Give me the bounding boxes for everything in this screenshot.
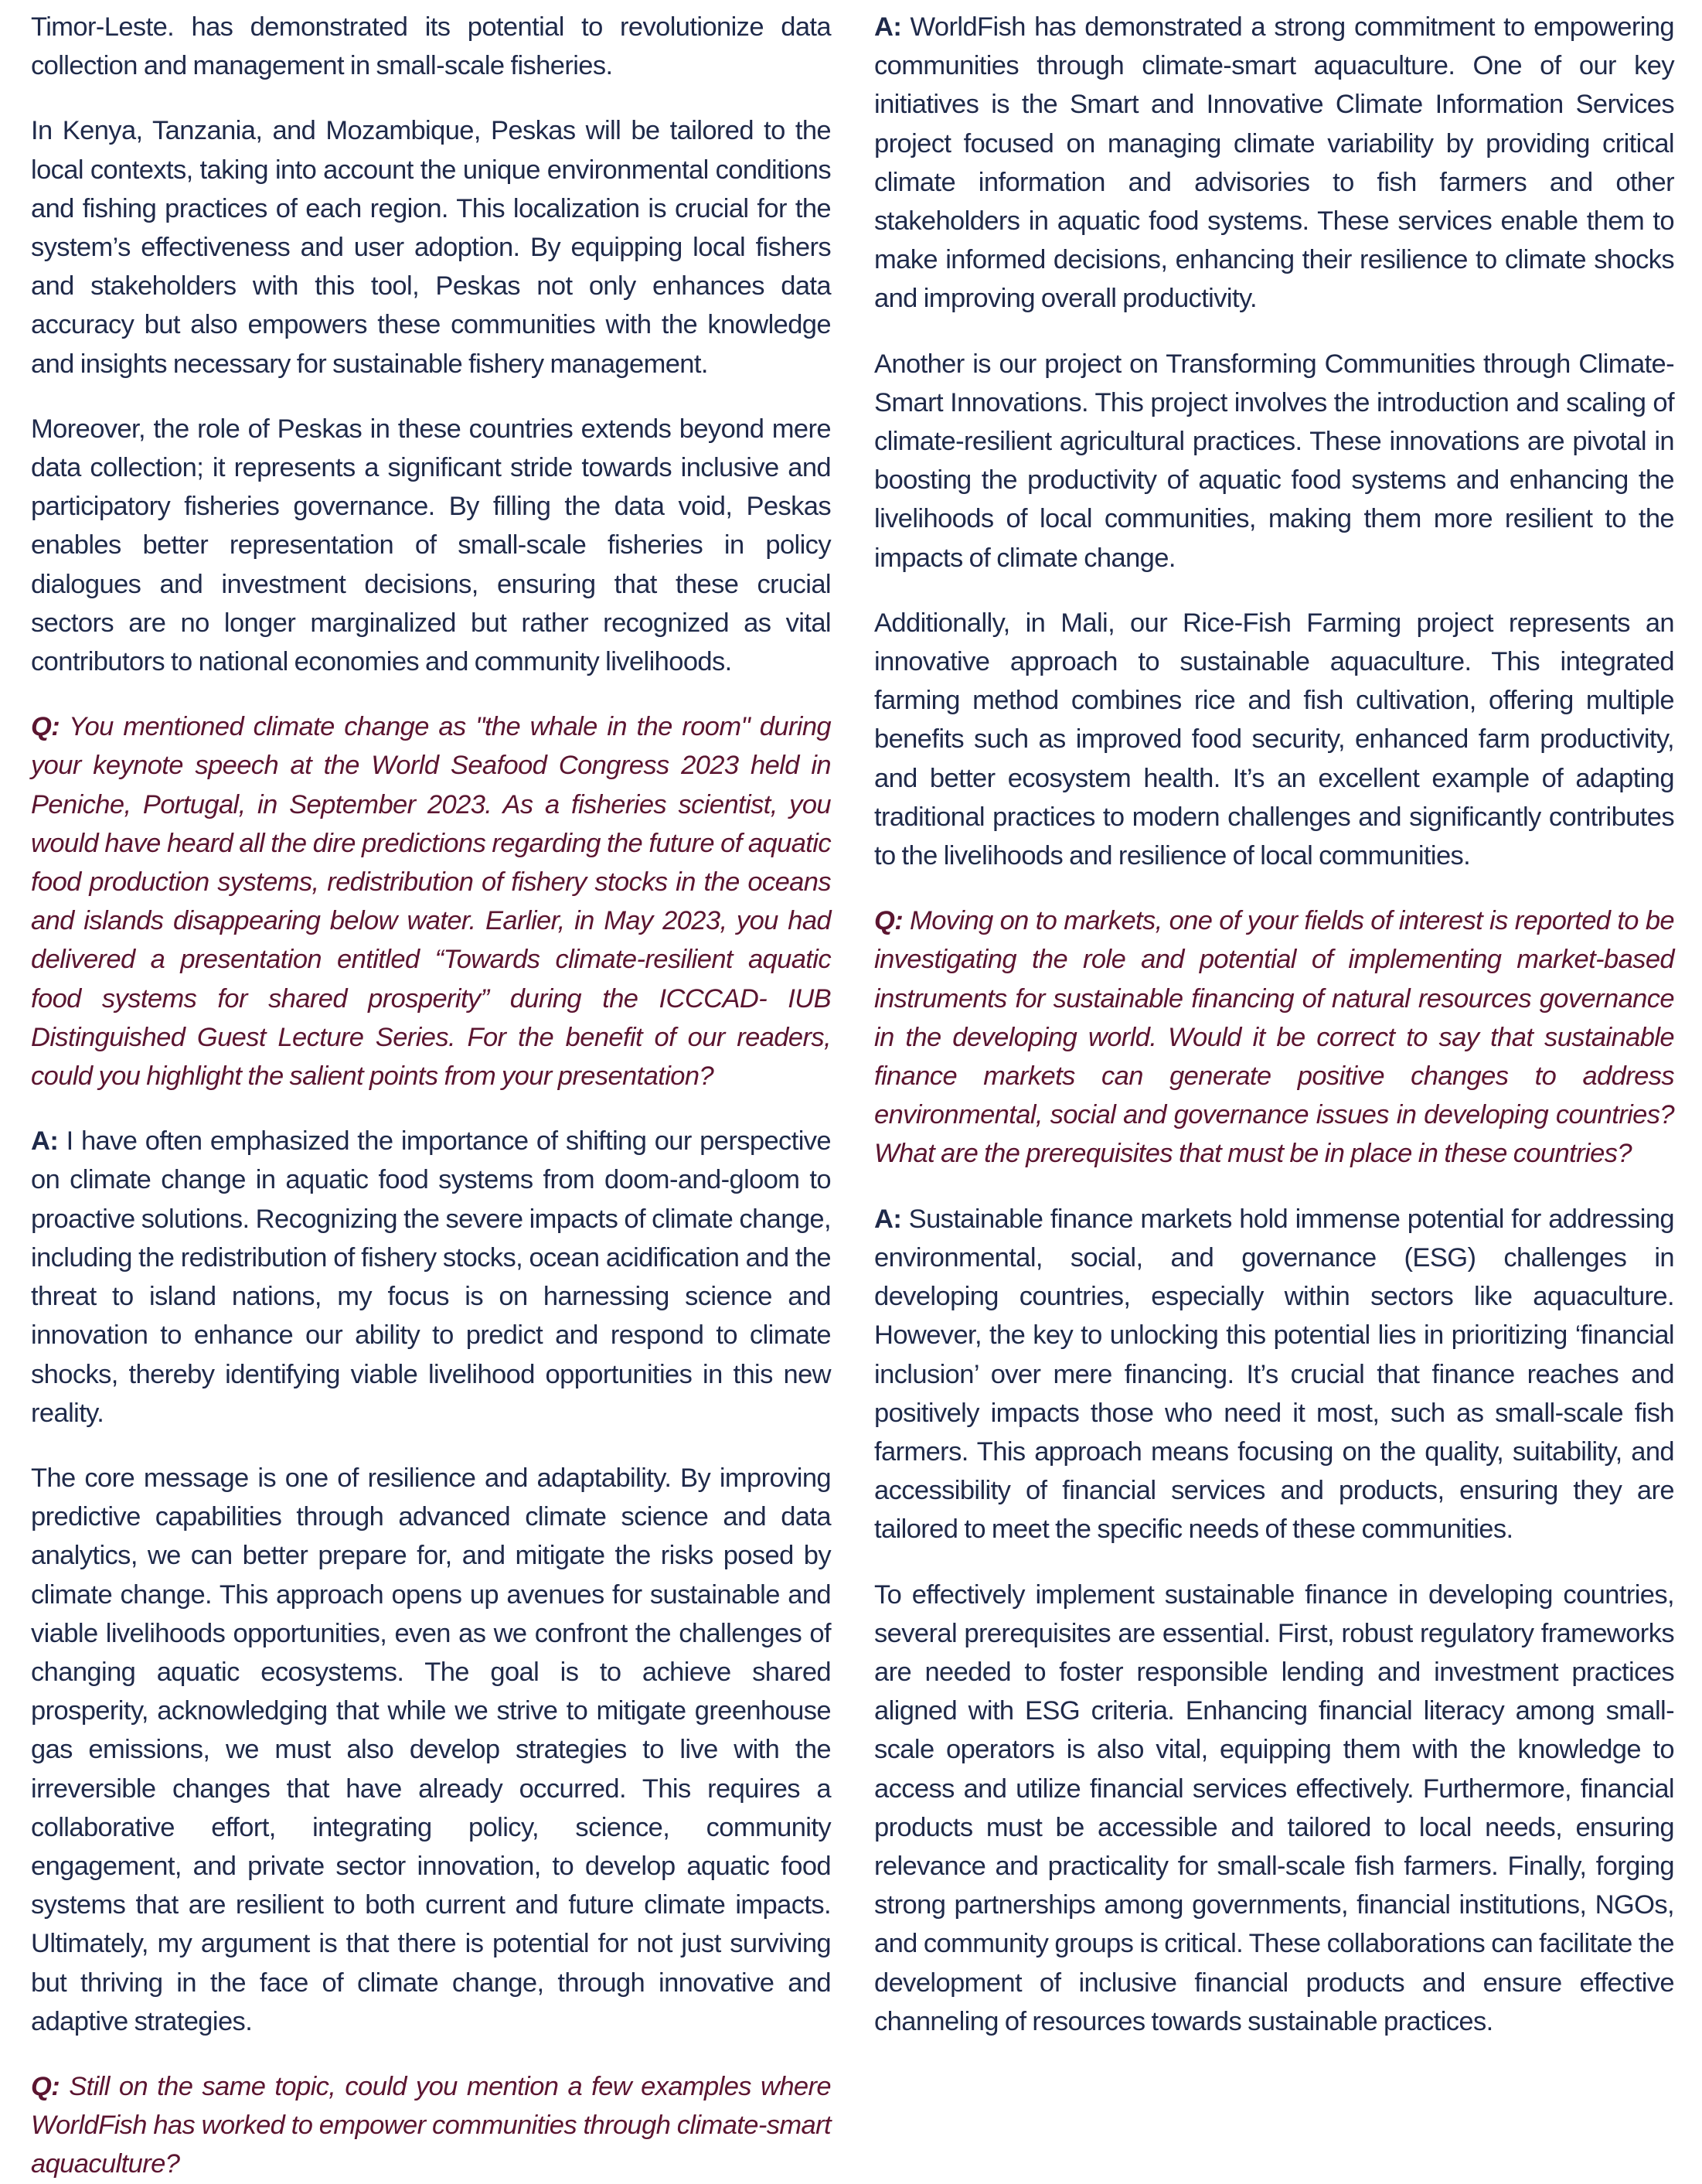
question-text: Moving on to markets, one of your fields of interest is reported to be investigating the role and potential of implementing market-based instruments for sustainable financing of natural resources governance in the developing world. Would it be correct to say that sustainable finance markets can generate positive changes to address environmental, social and governance issues in developing countries? What are the prerequisites that must be in place in these countries? bbox=[874, 906, 1674, 1169]
paragraph-resilience: The core message is one of resilience and adaptability. By improving predictive capabilities through advanced climate science and data analytics, we can better prepare for, and mitigate the risks posed by climate change. This approach opens up avenues for sustainable and viable livelihoods opportunities, even as we confront the challenges of changing aquatic ecosystems. The goal is to achieve shared prosperity, acknowledging that while we strive to mitigate greenhouse gas emissions, we must also develop strategies to live with the irreversible changes that have already occurred. This requires a collaborative effort, integrating policy, science, community engagement, and private sector innovation, to develop aquatic food systems that are resilient to both current and future climate impacts. Ultimately, my argument is that there is potential for not just surviving but thriving in the face of climate change, through innovative and adaptive strategies. bbox=[31, 1463, 831, 2036]
paragraph-timor-leste: Timor-Leste. has demonstrated its potential to revolutionize data collection and management in small-scale fisheries. bbox=[31, 12, 831, 81]
left-column bbox=[31, 8, 831, 2179]
paragraph-rice-fish-farming: Additionally, in Mali, our Rice-Fish Farming project represents an innovative approach to sustainable aquaculture. This integrated farming method combines rice and fish cultivation, offering multiple benefits such as improved food security, enhanced farm productivity, and better ecosystem health. It’s an excellent example of adapting traditional practices to modern challenges and significantly contributes to the livelihoods and resilience of local communities. bbox=[874, 608, 1674, 871]
paragraph-peskas-governance: Moreover, the role of Peskas in these countries extends beyond mere data collection; it represents a significant stride towards inclusive and participatory fisheries governance. By filling the data void, Peskas enables better representation of small-scale fisheries in policy dialogues and investment decisions, ensuring that these crucial sectors are no longer marginalized but rather recognized as vital contributors to national economies and community livelihoods. bbox=[31, 414, 831, 677]
right-column bbox=[874, 8, 1674, 2078]
question-text: You mentioned climate change as "the whale in the room" during your keynote speech at the World Seafood Congress 2023 held in Peniche, Portugal, in September 2023. As a fisheries scientist, you would have heard all the dire predictions regarding the future of aquatic food production systems, redistribution of fishery stocks in the oceans and islands disappearing below water. Earlier, in May 2023, you had delivered a presentation entitled “Towards climate-resilient aquatic food systems for shared prosperity” during the ICCCAD- IUB Distinguished Guest Lecture Series. For the benefit of our readers, could you highlight the salient points from your presentation? bbox=[31, 712, 831, 1092]
answer-climate-change bbox=[31, 1122, 831, 1433]
answer-text: WorldFish has demonstrated a strong commitment to empowering communities through climate-smart aquaculture. One of our key initiatives is the Smart and Innovative Climate Information Services project focused on managing climate variability by providing critical climate information and advisories to fish farmers and other stakeholders in aquatic food systems. These services enable them to make informed decisions, enhancing their resilience to climate shocks and improving overall productivity. bbox=[874, 12, 1674, 314]
answer-text: Sustainable finance markets hold immense potential for addressing environmental, social, and governance (ESG) challenges in developing countries, especially within sectors like aquaculture. However, the key to unlocking this potential lies in prioritizing ‘financial inclusion’ over mere financing. It’s crucial that finance reaches and positively impacts those who need it most, such as small-scale fish farmers. This approach means focusing on the quality, suitability, and accessibility of financial services and products, ensuring they are tailored to meet the specific needs of these communities. bbox=[874, 1204, 1674, 1545]
paragraph-finance-prerequisites: To effectively implement sustainable finance in developing countries, several prerequisites are essential. First, robust regulatory frameworks are needed to foster responsible lending and investment practices aligned with ESG criteria. Enhancing financial literacy among small-scale operators is also vital, equipping them with the knowledge to access and utilize financial services effectively. Furthermore, financial products must be accessible and tailored to local needs, ensuring relevance and practicality for small-scale fish farmers. Finally, forging strong partnerships among governments, financial institutions, NGOs, and community groups is critical. These collaborations can facilitate the development of inclusive financial products and ensure effective channeling of resources towards sustainable practices. bbox=[874, 1579, 1674, 2036]
question-label: Q: bbox=[874, 906, 904, 936]
question-text: Still on the same topic, could you mention a few examples where WorldFish has worked to empower communities through climate-smart aquaculture? bbox=[31, 2071, 831, 2179]
answer-text: I have often emphasized the importance of shifting our perspective on climate change in aquatic food systems from doom-and-gloom to proactive solutions. Recognizing the severe impacts of climate change, including the redistribution of fishery stocks, ocean acidification and the threat to island nations, my focus is on harnessing science and innovation to enhance our ability to predict and respond to climate shocks, thereby identifying viable livelihood opportunities in this new reality. bbox=[31, 1126, 831, 1428]
question-sustainable-finance bbox=[874, 901, 1674, 1173]
answer-climate-smart-aquaculture bbox=[874, 8, 1674, 319]
answer-sustainable-finance bbox=[874, 1200, 1674, 1549]
question-climate-smart-aquaculture bbox=[31, 2067, 831, 2184]
answer-label: A: bbox=[874, 1204, 902, 1234]
question-label: Q: bbox=[31, 2071, 60, 2101]
question-label: Q: bbox=[31, 712, 60, 742]
answer-label: A: bbox=[874, 12, 902, 42]
answer-label: A: bbox=[31, 1126, 59, 1157]
paragraph-peskas-localization: In Kenya, Tanzania, and Mozambique, Peskas will be tailored to the local contexts, taking into account the unique environmental conditions and fishing practices of each region. This localization is crucial for the system’s effectiveness and user adoption. By equipping local fishers and stakeholders with this tool, Peskas not only enhances data accuracy but also empowers these communities with the knowledge and insights necessary for sustainable fishery management. bbox=[31, 116, 831, 379]
question-climate-change bbox=[31, 707, 831, 1095]
paragraph-climate-smart-innovations: Another is our project on Transforming Communities through Climate-Smart Innovations. This project involves the introduction and scaling of climate-resilient agricultural practices. These innovations are pivotal in boosting the productivity of aquatic food systems and enhancing the livelihoods of local communities, making them more resilient to the impacts of climate change. bbox=[874, 349, 1674, 573]
